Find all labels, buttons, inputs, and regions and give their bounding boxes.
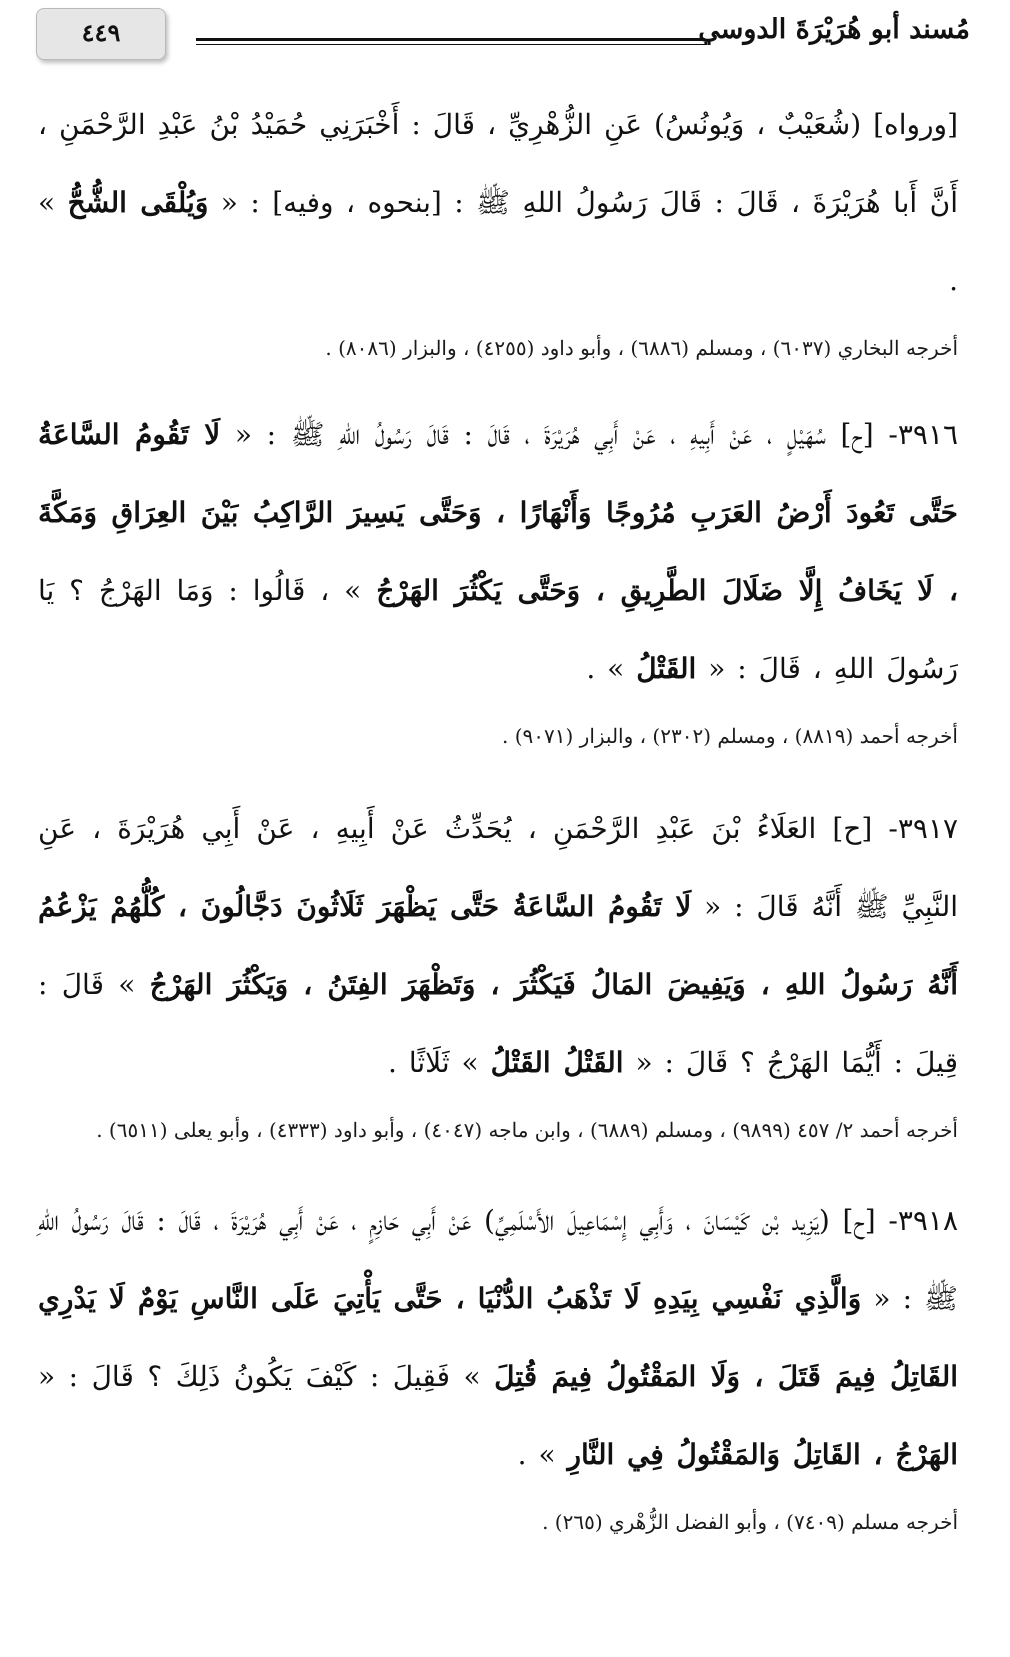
- takhrij-footnote: أخرجه البخاري (٦٠٣٧) ، ومسلم (٦٨٨٦) ، وأبو داود (٤٢٥٥) ، والبزار (٨٠٨٦) .: [325, 336, 958, 360]
- header-rule-thick: [196, 38, 705, 41]
- prophetic-saying: وَالَّذِي نَفْسِي بِيَدِهِ لَا تَذْهَبُ الدُّنْيَا ، حَتَّى يَأْتِيَ عَلَى النَّاسِ يَوْمٌ لَا يَدْرِي القَاتِلُ فِيمَ قَتَلَ ، وَلَا المَقْتُولُ فِيمَ قُتِلَ: [38, 1282, 959, 1393]
- paragraph-text: » قَالَ : قِيلَ : أَيُّمَا الهَرْجُ ؟ قَالَ : «: [38, 968, 958, 1079]
- hadith-paragraph: [38, 790, 958, 1102]
- paragraph-text: » ثَلَاثًا .: [388, 1046, 479, 1079]
- paragraph-text: أَنَّ أَبا هُرَيْرَةَ ، قَالَ : قَالَ رَسُولُ اللهِ ﷺ : [بنحوه ، وفيه] : «: [220, 186, 958, 219]
- page-number-badge: ٤٤٩: [36, 8, 166, 60]
- paragraph-text: [ورواه] (شُعَيْبٌ ، وَيُونُسُ) عَنِ الزُّهْرِيِّ ، قَالَ : أَخْبَرَنِي حُمَيْدُ بْنُ عَبْدِ الرَّحْمَنِ ،: [38, 108, 958, 141]
- takhrij-footnote: أخرجه مسلم (٧٤٠٩) ، وأبو الفضل الزُّهْري (٢٦٥) .: [542, 1510, 958, 1534]
- prophetic-saying: الهَرْجُ ، القَاتِلُ وَالمَقْتُولُ فِي النَّارِ: [567, 1438, 958, 1471]
- prophetic-saying: القَتْلُ: [636, 652, 697, 685]
- hadith-number: ٣٩١٨-: [888, 1204, 958, 1237]
- hadith-number: ٣٩١٧-: [888, 812, 959, 845]
- hadith-number: ٣٩١٦-: [888, 418, 959, 451]
- paragraph-text: » .: [586, 652, 625, 685]
- hadith-paragraph: [38, 86, 958, 320]
- prophetic-saying: وَيُلْقَى الشُّحُّ: [67, 186, 209, 219]
- isnad-text: [ح] العَلَاءُ بْنَ عَبْدِ الرَّحْمَنِ ، يُحَدِّثُ عَنْ أَبِيهِ ، عَنْ أَبِي هُرَيْرَةَ ، عَنِ النَّبِيِّ ﷺ أَنَّهُ قَالَ : «: [38, 812, 958, 923]
- page-header: [36, 8, 970, 64]
- prophetic-saying: لَا تَقُومُ السَّاعَةُ حَتَّى يَظْهَرَ ثَلَاثُونَ دَجَّالُونَ ، كُلُّهُمْ يَزْعُمُ أَنَّهُ رَسُولُ اللهِ ، وَيَفِيضَ المَالُ فَيَكْثُرَ ، وَتَظْهَرَ الفِتَنُ ، وَيَكْثُرَ الهَرْجُ: [38, 890, 959, 1001]
- running-title: مُسند أبو هُرَيْرَةَ الدوسي: [698, 14, 970, 45]
- takhrij-footnote: أخرجه أحمد ٢/ ٤٥٧ (٩٨٩٩) ، ومسلم (٦٨٨٩) ، وابن ماجه (٤٠٤٧) ، وأبو داود (٤٣٣٣) ، وأبو يعلى (٦٥١١) .: [96, 1118, 958, 1142]
- paragraph-text: » .: [517, 1438, 556, 1471]
- prophetic-saying: القَتْلُ القَتْلُ: [490, 1046, 624, 1079]
- prophetic-saying: لَا تَقُومُ السَّاعَةُ حَتَّى تَعُودَ أَرْضُ العَرَبِ مُرُوجًا وَأَنْهَارًا ، وَحَتَّى يَسِيرَ الرَّاكِبُ بَيْنَ العِرَاقِ وَمَكَّةَ ، لَا يَخَافُ إِلَّا ضَلَالَ الطَّرِيقِ ، وَحَتَّى يَكْثُرَ الهَرْجُ: [38, 418, 958, 607]
- page-body: [38, 86, 958, 1550]
- isnad-text: [ح] (يَزِيد بْن كَيْسَانَ ، وَأَبِي إِسْمَاعِيلَ الأَسْلَمِيِّ) عَنْ أَبِي حَازِمٍ ، عَنْ أَبِي هُرَيْرَةَ ، قَالَ : قَالَ رَسُولُ اللهِ ﷺ : «: [38, 1204, 958, 1315]
- isnad-text: [ح] سُهَيْلٍ ، عَنْ أَبِيهِ ، عَنْ أَبِي هُرَيْرَةَ ، قَالَ : قَالَ رَسُولُ اللهِ ﷺ : «: [234, 418, 874, 451]
- hadith-paragraph: [38, 1182, 958, 1494]
- takhrij-footnote: أخرجه أحمد (٨٨١٩) ، ومسلم (٢٣٠٢) ، والبزار (٩٠٧١) .: [502, 724, 958, 748]
- paragraph-text: » فَقِيلَ : كَيْفَ يَكُونُ ذَلِكَ ؟ قَالَ : «: [38, 1360, 481, 1393]
- paragraph-text: » .: [38, 186, 958, 297]
- hadith-paragraph: [38, 396, 958, 708]
- header-rule-thin: [196, 44, 705, 45]
- paragraph-text: » ، قَالُوا : وَمَا الهَرْجُ ؟ يَا رَسُولَ اللهِ ، قَالَ : «: [38, 574, 958, 685]
